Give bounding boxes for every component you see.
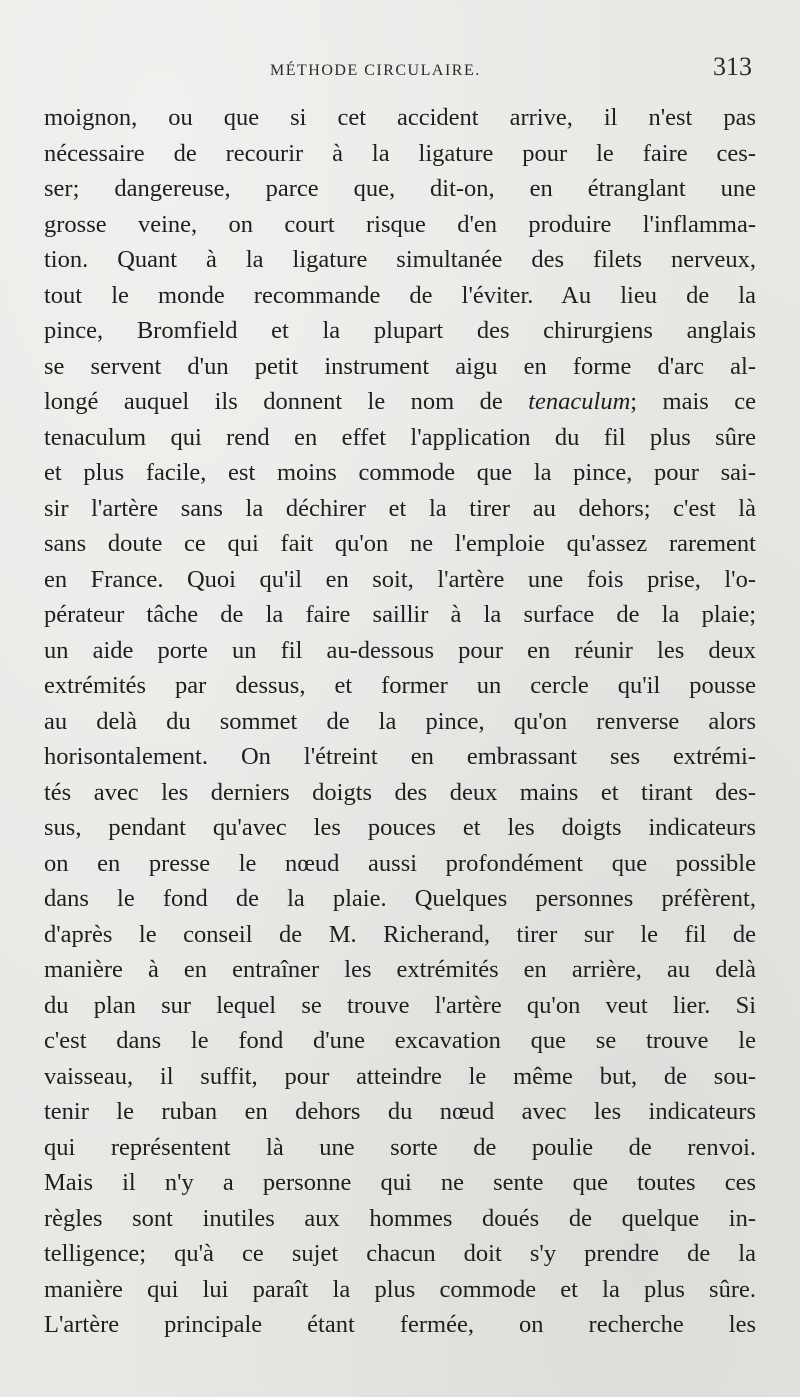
text-line: moignon, ou que si cet accident arrive, il n'est pas [44, 104, 756, 131]
text-line: sus, pendant qu'avec les pouces et les doigts indicateurs [44, 814, 756, 841]
text-line: telligence; qu'à ce sujet chacun doit s'y prendre de la [44, 1240, 756, 1267]
text-line: tenir le ruban en dehors du nœud avec les indicateurs [44, 1098, 756, 1125]
text-line [44, 384, 756, 420]
text-line: dans le fond de la plaie. Quelques personnes préfèrent, [44, 885, 756, 912]
page-number: 313 [713, 52, 752, 81]
text-line: au delà du sommet de la pince, qu'on renverse alors [44, 707, 756, 735]
text-line: sans doute ce qui fait qu'on ne l'emploie qu'assez rarement [44, 530, 756, 557]
text-line: manière à en entraîner les extrémités en arrière, au delà [44, 956, 756, 983]
text-line: du plan sur lequel se trouve l'artère qu'on veut lier. Si [44, 991, 756, 1019]
text-line: pince, Bromfield et la plupart des chirurgiens anglais [44, 317, 756, 344]
text-line: qui représentent là une sorte de poulie de renvoi. [44, 1133, 756, 1161]
text-line: en France. Quoi qu'il en soit, l'artère une fois prise, l'o- [44, 565, 756, 593]
text-line: sir l'artère sans la déchirer et la tirer au dehors; c'est là [44, 494, 756, 522]
text-line: tion. Quant à la ligature simultanée des filets nerveux, [44, 246, 756, 273]
running-head [0, 52, 800, 88]
text-line: règles sont inutiles aux hommes doués de quelque in- [44, 1204, 756, 1232]
text-line: extrémités par dessus, et former un cercle qu'il pousse [44, 672, 756, 699]
text-line: se servent d'un petit instrument aigu en forme d'arc al- [44, 352, 756, 380]
text-line: ser; dangereuse, parce que, dit-on, en étranglant une [44, 175, 756, 202]
text-line: un aide porte un fil au-dessous pour en réunir les deux [44, 636, 756, 664]
text-segment: longé auquel ils donnent le nom de [44, 388, 529, 415]
text-line: tout le monde recommande de l'éviter. Au lieu de la [44, 281, 756, 309]
text-line: Mais il n'y a personne qui ne sente que toutes ces [44, 1169, 756, 1196]
text-line: on en presse le nœud aussi profondément que possible [44, 849, 756, 877]
text-line: d'après le conseil de M. Richerand, tirer sur le fil de [44, 920, 756, 948]
text-line: manière qui lui paraît la plus commode et la plus sûre. [44, 1275, 756, 1303]
running-title: MÉTHODE CIRCULAIRE. [270, 62, 481, 79]
text-line: nécessaire de recourir à la ligature pour le faire ces- [44, 139, 756, 167]
text-line: c'est dans le fond d'une excavation que se trouve le [44, 1027, 756, 1054]
text-line: tés avec les derniers doigts des deux mains et tirant des- [44, 778, 756, 806]
text-line: pérateur tâche de la faire saillir à la surface de la plaie; [44, 601, 756, 628]
text-line: grosse veine, on court risque d'en produire l'inflamma- [44, 210, 756, 238]
body-text [44, 100, 756, 1343]
text-line: vaisseau, il suffit, pour atteindre le même but, de sou- [44, 1062, 756, 1090]
text-line: horisontalement. On l'étreint en embrassant ses extrémi- [44, 743, 756, 770]
italic-term: tenaculum [528, 388, 631, 415]
text-line: et plus facile, est moins commode que la pince, pour sai- [44, 459, 756, 486]
text-segment: ; mais ce [630, 388, 756, 415]
text-line: tenaculum qui rend en effet l'application du fil plus sûre [44, 423, 756, 451]
text-line: L'artère principale étant fermée, on recherche les [44, 1311, 756, 1338]
